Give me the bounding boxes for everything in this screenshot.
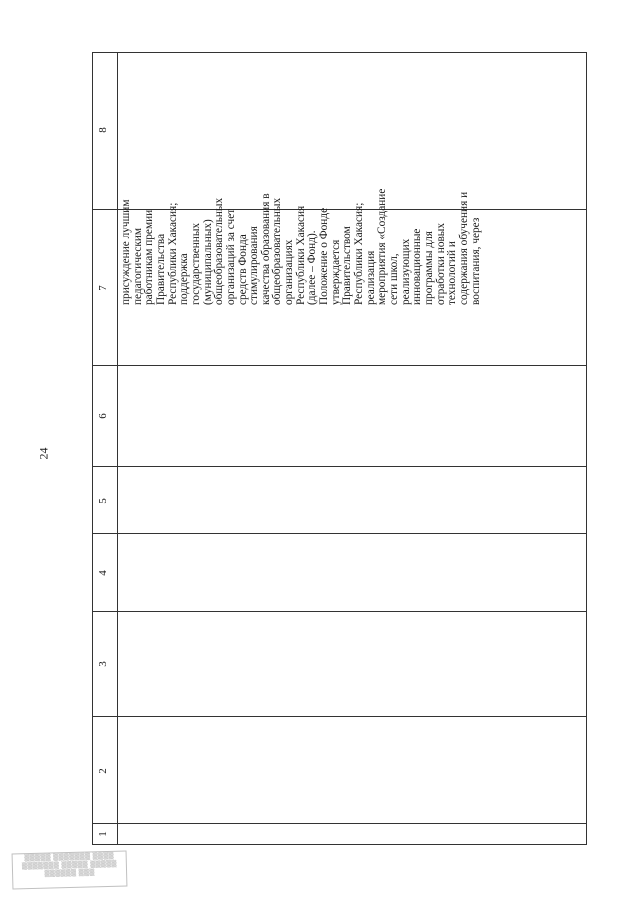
col-divider — [93, 466, 586, 467]
cell-col7-line: Правительства — [154, 233, 167, 305]
cell-col7-line: реализация — [364, 250, 377, 305]
cell-col7-line: программы для — [422, 231, 435, 305]
cell-col7-line: Республики Хакасия; — [353, 202, 365, 305]
cell-col7-line: Положение о Фонде — [318, 207, 331, 305]
archive-stamp — [12, 851, 128, 890]
cell-col7-line: общеобразовательных — [271, 197, 284, 305]
header-row-divider — [117, 53, 118, 844]
cell-col7-line: организаций за счет — [224, 208, 237, 305]
cell-col7-line: Правительством — [341, 226, 354, 305]
col-divider — [93, 533, 586, 534]
cell-col7-line: поддержка — [178, 253, 191, 305]
cell-col7-line: Республики Хакасия — [294, 205, 307, 305]
cell-col7-line: педагогическим — [131, 227, 144, 305]
stamp-text-line: ▒▒▒▒▒▒ ▒▒▒ — [44, 868, 95, 878]
cell-col7-line: инновационные — [411, 228, 424, 305]
cell-col7-line: сети школ, — [387, 253, 400, 305]
cell-col7-line: мероприятия «Создание — [376, 188, 389, 305]
cell-col7-line: воспитания, через — [469, 217, 482, 305]
column-number: 8 — [97, 127, 109, 133]
stamp-text-line: ▒▒▒▒▒ ▒▒▒▒▒▒▒ ▒▒▒▒ — [24, 851, 114, 863]
cell-col7-line: (далее – Фонд). — [306, 230, 319, 305]
cell-col7-line: утверждается — [329, 239, 342, 305]
cell-col7-line: содержания обучения и — [457, 191, 470, 305]
cell-col7-line: отработки новых — [434, 222, 447, 305]
column-number: 4 — [97, 570, 109, 576]
cell-col7-line: общеобразовательных — [213, 197, 226, 305]
col-divider — [93, 365, 586, 366]
col-divider — [93, 823, 586, 824]
column-number: 2 — [97, 768, 109, 774]
cell-col7-line: средств Фонда — [236, 234, 249, 305]
cell-col7-line: стимулирования — [248, 226, 261, 305]
table — [92, 52, 587, 845]
column-number: 5 — [97, 498, 109, 504]
col-divider — [93, 716, 586, 717]
column-number: 7 — [97, 285, 109, 291]
column-number: 6 — [97, 413, 109, 419]
rotated-table-wrapper — [92, 52, 587, 845]
cell-col7-line: технологий и — [446, 241, 459, 305]
cell-col7-line: государственных — [189, 222, 202, 305]
stamp-text-line: ▒▒▒▒▒▒▒ ▒▒▒▒▒ ▒▒▒▒▒ — [21, 859, 117, 871]
cell-col7-line: присуждение лучшим — [120, 199, 132, 305]
column-number: 1 — [97, 831, 109, 837]
cell-col7-line: Республики Хакасия; — [166, 202, 179, 305]
cell-col7-line: реализующих — [399, 238, 412, 305]
cell-col7-line: качества образования в — [259, 193, 272, 305]
cell-col7-line: работникам премии — [143, 209, 156, 305]
column-number: 3 — [97, 661, 109, 667]
page-number: 24 — [36, 447, 51, 460]
cell-col7-line: организациях — [283, 239, 296, 305]
col-divider — [93, 611, 586, 612]
cell-col7-line: (муниципальных) — [201, 219, 214, 305]
